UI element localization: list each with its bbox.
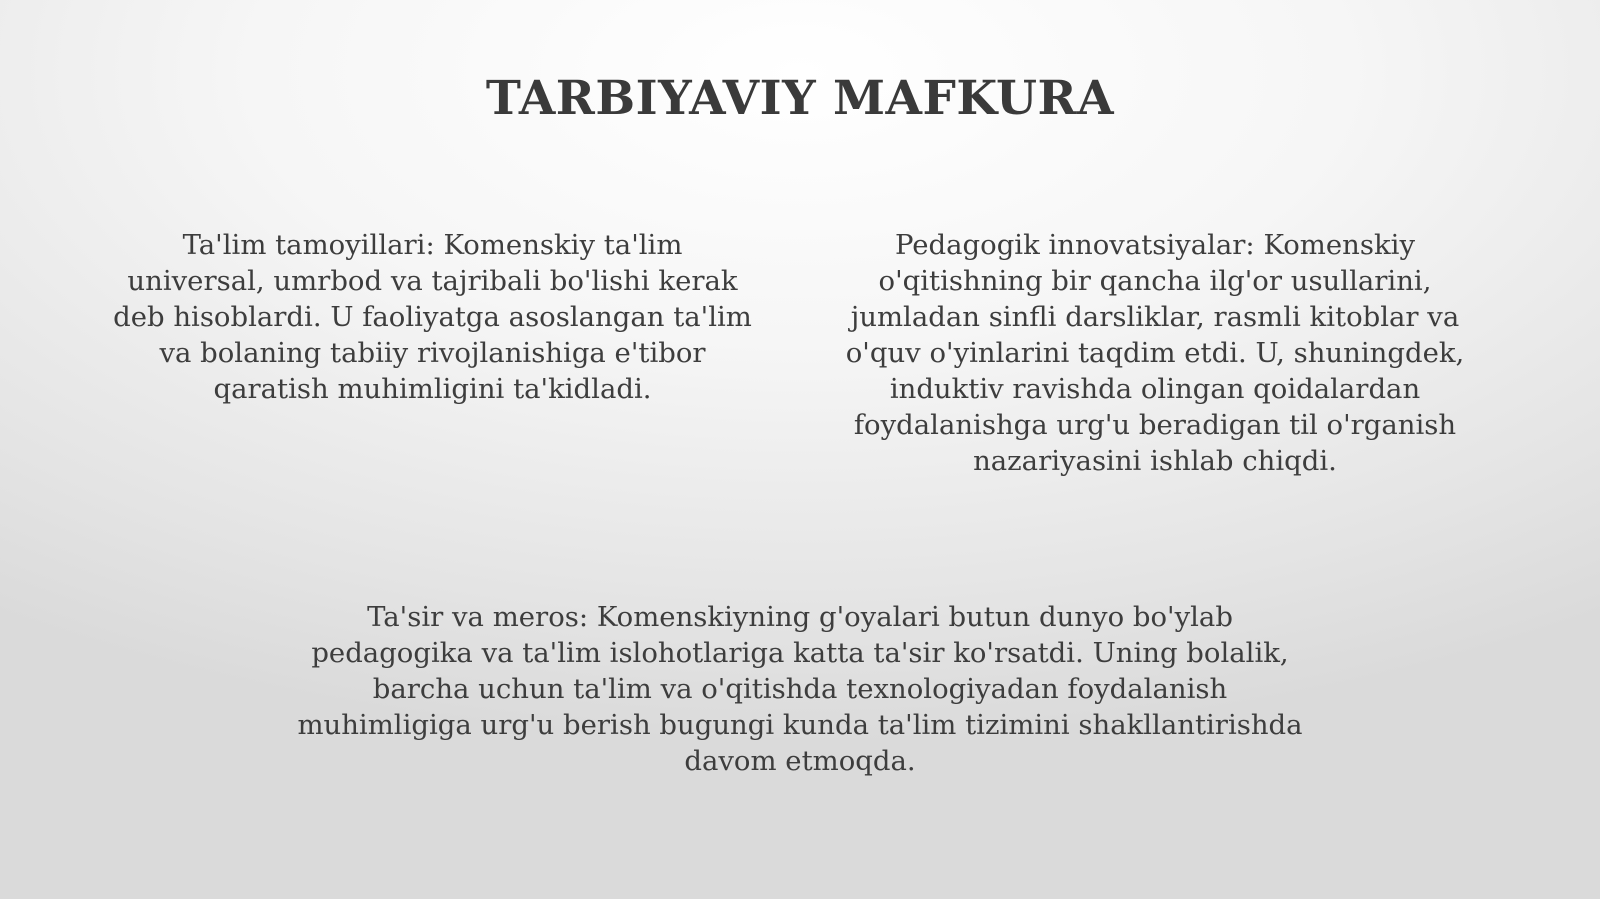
text-block-principles: Ta'lim tamoyillari: Komenskiy ta'lim universal, umrbod va tajribali bo'lishi kerak deb hisoblardi. U faoliyatga asoslangan ta'lim va bolaning tabiiy rivojlanishiga e'tibor qaratish muhimligini ta'kidladi. [113, 229, 752, 405]
text-block-innovations: Pedagogik innovatsiyalar: Komenskiy o'qitishning bir qancha ilg'or usullarini, jumladan sinfli darsliklar, rasmli kitoblar va o'quv o'yinlarini taqdim etdi. U, shuningdek, induktiv ravishda olingan qoidalardan foydalanishga urg'u beradigan til o'rganish nazariyasini ishlab chiqdi. [845, 229, 1465, 477]
slide-title: TARBIYAVIY MAFKURA [485, 71, 1115, 126]
text-block-legacy: Ta'sir va meros: Komenskiyning g'oyalari butun dunyo bo'ylab pedagogika va ta'lim islohotlariga katta ta'sir ko'rsatdi. Uning bolalik, barcha uchun ta'lim va o'qitishda texnologiyadan foydalanish muhimligiga urg'u berish bugungi kunda ta'lim tizimini shakllantirishda davom etmoqda. [297, 601, 1303, 777]
